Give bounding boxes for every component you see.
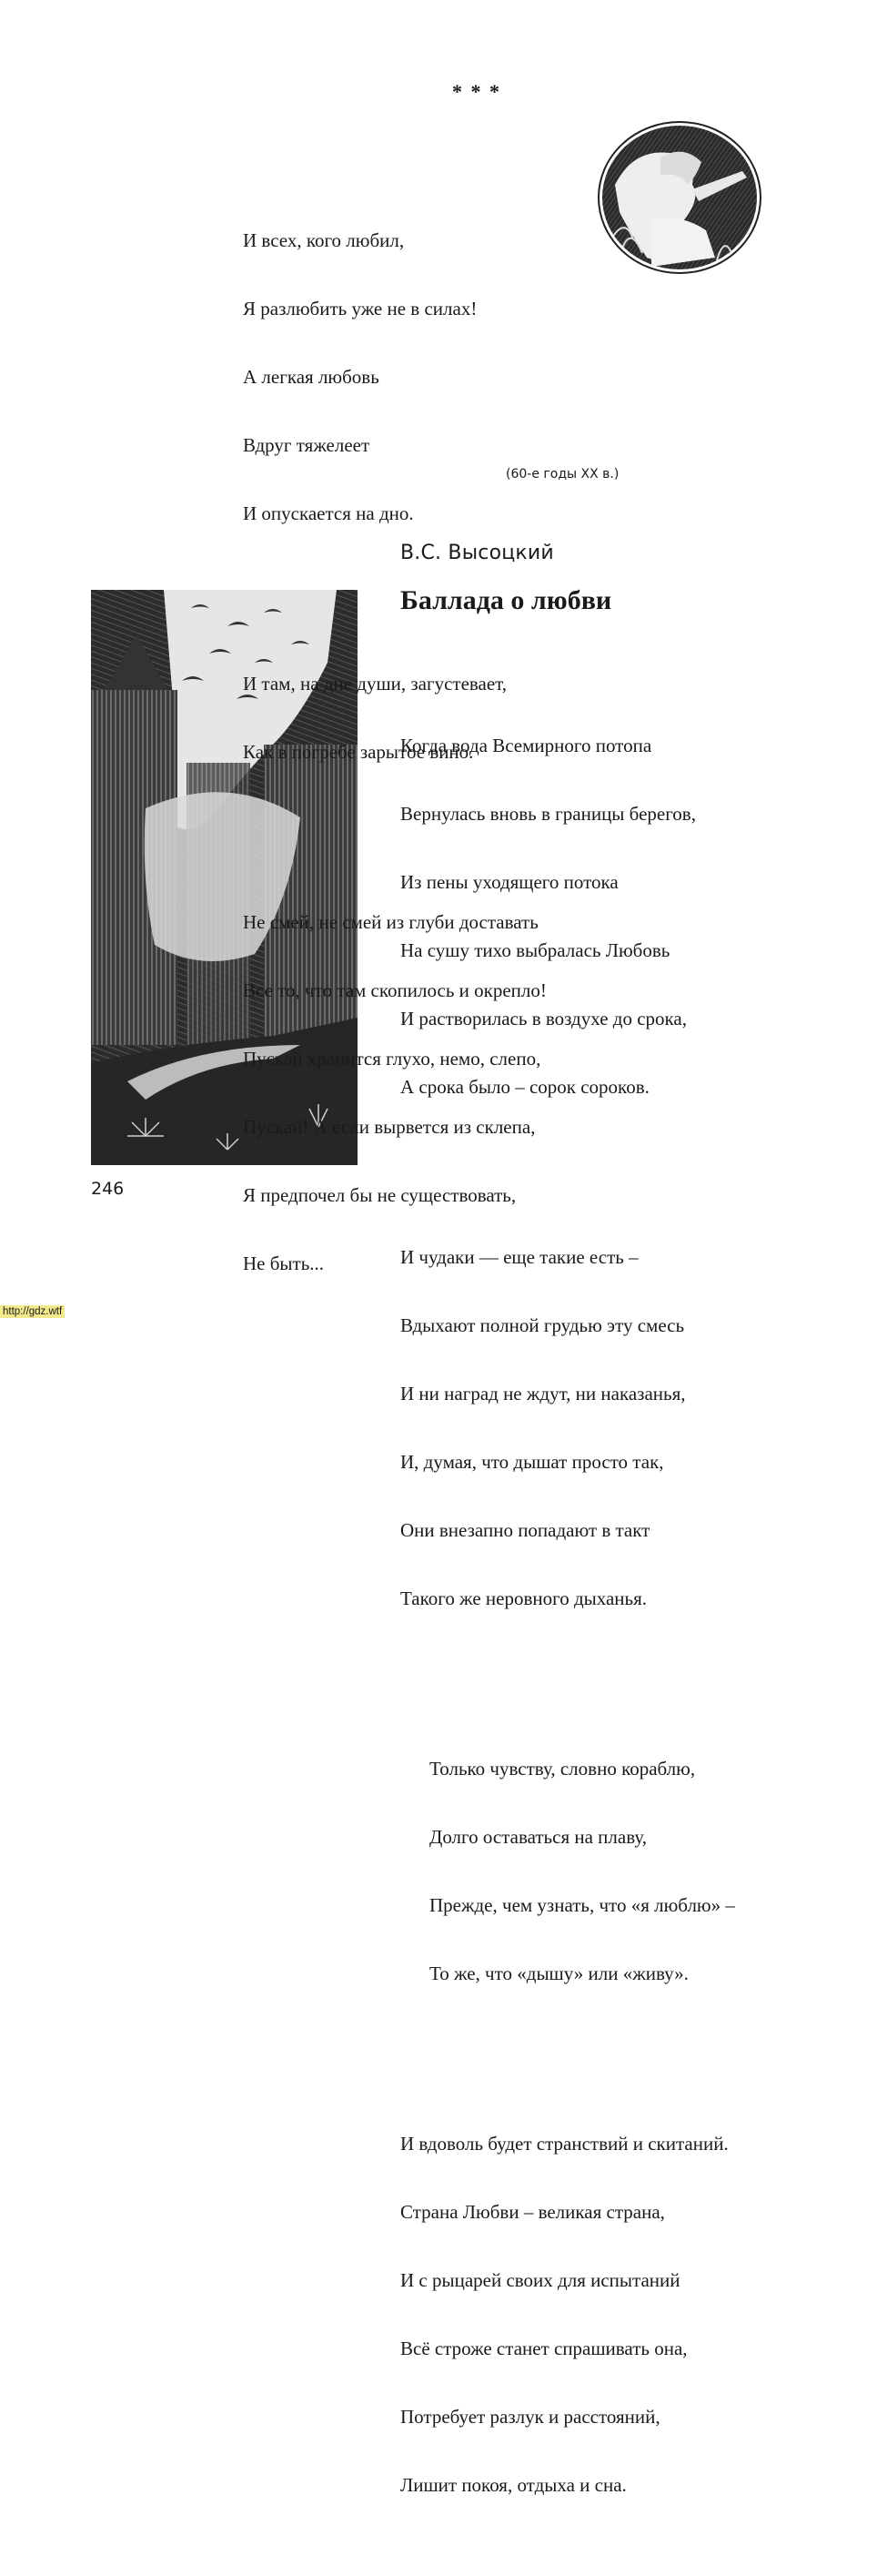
verse-line: И ни наград не ждут, ни наказанья, <box>400 1383 686 1405</box>
verse-line: Вдыхают полной грудью эту смесь <box>400 1314 685 1336</box>
page-number: 246 <box>91 1179 125 1199</box>
verse-line: Только чувству, словно кораблю, <box>429 1758 696 1780</box>
verse-line: Не быть... <box>243 1253 325 1274</box>
verse-line: Потребует разлук и расстояний, <box>400 2406 660 2428</box>
verse-line: Прежде, чем узнать, что «я люблю» – <box>429 1894 735 1916</box>
verse-line: Я разлюбить уже не в силах! <box>243 298 478 319</box>
verse-line: Я предпочел бы не существовать, <box>243 1184 517 1206</box>
poem1-stanza-1 <box>243 184 547 571</box>
verse-line: И там, на дне души, загустевает, <box>243 673 508 695</box>
poem-title: Баллада о любви <box>400 585 612 615</box>
author-name: В.С. Высоцкий <box>400 542 554 564</box>
verse-line: И всех, кого любил, <box>243 229 405 251</box>
verse-line: И опускается на дно. <box>243 502 414 524</box>
verse-line: Они внезапно попадают в такт <box>400 1519 650 1541</box>
verse-line: Пускай хранится глухо, немо, слепо, <box>243 1048 541 1070</box>
poem2-stanza-2 <box>400 1201 735 1656</box>
verse-line: То же, что «дышу» или «живу». <box>429 1962 689 1984</box>
poem-separator: * * * <box>452 80 501 103</box>
verse-line: Вдруг тяжелеет <box>243 434 370 456</box>
verse-line: Страна Любви – великая страна, <box>400 2201 665 2223</box>
verse-line: Такого же неровного дыханья. <box>400 1587 648 1609</box>
verse-line: И растворилась в воздухе до срока, <box>400 1008 687 1029</box>
verse-line: И с рыцарей своих для испытаний <box>400 2269 680 2291</box>
watermark-link[interactable]: http://gdz.wtf <box>0 1305 65 1318</box>
verse-line: Вернулась вновь в границы берегов, <box>400 803 696 825</box>
verse-line: Долго оставаться на плаву, <box>429 1826 648 1848</box>
verse-line: Как в погребе зарытое вино. <box>243 741 474 763</box>
poem2-stanza-3-refrain <box>400 1712 735 2031</box>
verse-line: На сушу тихо выбралась Любовь <box>400 939 670 961</box>
poem-date: (60-е годы XX в.) <box>506 467 620 482</box>
verse-line: Всё строже станет спрашивать она, <box>400 2338 688 2359</box>
verse-line: И чудаки — еще такие есть – <box>400 1246 639 1268</box>
poem2 <box>400 644 735 2576</box>
verse-line: Лишит покоя, отдыха и сна. <box>400 2474 627 2496</box>
verse-line: Из пены уходящего потока <box>400 871 619 893</box>
medallion-svg <box>597 121 762 274</box>
verse-line: И, думая, что дышат просто так, <box>400 1451 664 1473</box>
verse-line: Все то, что там скопилось и окрепло! <box>243 979 547 1001</box>
verse-line: Пускай! А если вырвется из склепа, <box>243 1116 536 1138</box>
verse-line: Не смей, не смей из глуби доставать <box>243 911 539 933</box>
verse-line: Когда вода Всемирного потопа <box>400 735 652 756</box>
poem2-stanza-1 <box>400 689 735 1144</box>
verse-line: А срока было – сорок сороков. <box>400 1076 650 1098</box>
verse-line: А легкая любовь <box>243 366 379 388</box>
poem2-stanza-4 <box>400 2087 735 2542</box>
medallion-illustration <box>597 121 762 274</box>
verse-line: И вдоволь будет странствий и скитаний. <box>400 2133 729 2155</box>
